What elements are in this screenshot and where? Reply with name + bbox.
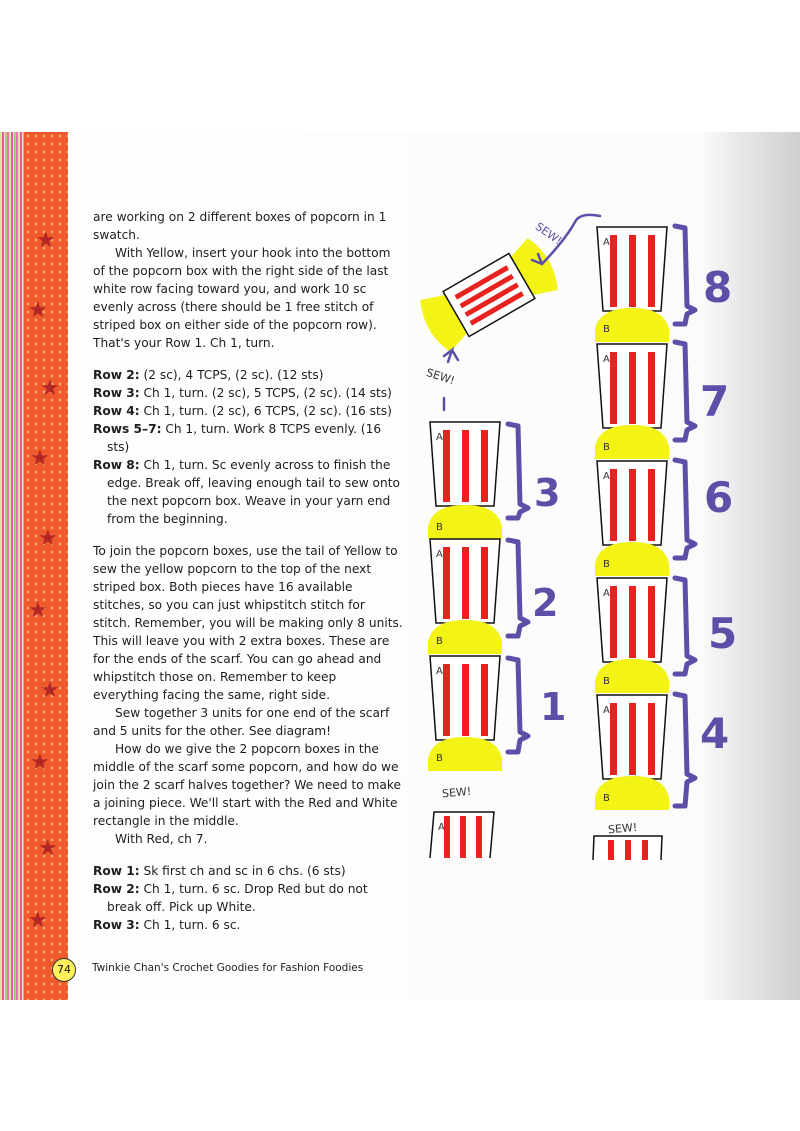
sew-label-left: SEW! — [424, 365, 457, 388]
label-a: A — [603, 588, 610, 599]
row-label: Row 1: — [93, 864, 140, 878]
pattern-row — [93, 402, 403, 420]
page-edge-stripes — [0, 132, 24, 1000]
row-text: Ch 1, turn. 6 sc. Drop Red but do not break off. Pick up White. — [107, 882, 368, 914]
pattern-row — [93, 420, 403, 456]
star-icon: ★ — [38, 526, 58, 551]
row-text: Ch 1, turn. 6 sc. — [139, 918, 241, 932]
unit-bracket — [508, 658, 528, 752]
star-icon: ★ — [28, 298, 48, 323]
sew-label: SEW! — [607, 820, 638, 837]
label-b: B — [436, 636, 443, 647]
pattern-row — [93, 862, 403, 880]
row-text: Ch 1, turn. (2 sc), 5 TCPS, (2 sc). (14 sts) — [139, 386, 392, 400]
label-a: A — [603, 237, 610, 248]
label-a: A — [436, 432, 443, 443]
label-a: A — [603, 471, 610, 482]
paragraph: are working on 2 different boxes of popcorn in 1 swatch. — [93, 210, 387, 242]
label-b: B — [603, 676, 610, 687]
pattern-row — [93, 880, 403, 916]
pattern-row — [93, 916, 403, 934]
star-icon: ★ — [38, 836, 58, 861]
star-icon: ★ — [30, 446, 50, 471]
book-title-footer: Twinkie Chan's Crochet Goodies for Fashion Foodies — [92, 962, 364, 974]
page-number-badge: 74 — [52, 958, 76, 982]
star-icon: ★ — [28, 908, 48, 933]
unit-number: 1 — [540, 685, 567, 729]
paragraph: To join the popcorn boxes, use the tail of Yellow to sew the yellow popcorn to the top of the next striped box. Both pieces have 16 available stitches, so you can just whipstitch stitch for stitch. Remember, you will be making only 8 units. This will leave you with 2 extra boxes. These are for the ends of the scarf. You can go ahead and whipstitch those on. Remember to keep everything facing the same, right side. — [93, 544, 403, 702]
label-a: A — [603, 705, 610, 716]
label-b: B — [603, 324, 610, 335]
right-scarf-column — [593, 226, 737, 860]
star-icon: ★ — [30, 750, 50, 775]
unit-bracket — [675, 578, 695, 674]
unit-number: 8 — [703, 263, 733, 312]
unit-number: 6 — [704, 473, 734, 522]
label-a: A — [603, 354, 610, 365]
unit-number: 5 — [708, 609, 738, 658]
scan-bottom-margin — [0, 1000, 800, 1131]
paragraph: How do we give the 2 popcorn boxes in the middle of the scarf some popcorn, and how do we join the 2 scarf halves together? We need to make a joining piece. We'll start with the Red and White rectangle in the middle. — [93, 742, 401, 828]
sew-label: SEW! — [441, 784, 472, 801]
unit-number: 7 — [700, 377, 730, 426]
label-b: B — [436, 753, 443, 764]
instructions-text — [93, 208, 403, 934]
unit-number: 2 — [532, 581, 559, 625]
row-text: Sk first ch and sc in 6 chs. (6 sts) — [139, 864, 346, 878]
unit-number: 4 — [700, 709, 730, 758]
scarf-assembly-diagram — [400, 200, 800, 880]
left-scarf-column — [428, 422, 566, 858]
label-b: B — [603, 793, 610, 804]
row-label: Row 2: — [93, 882, 140, 896]
row-label: Rows 5–7: — [93, 422, 162, 436]
unit-bracket — [508, 540, 528, 636]
unit-bracket — [675, 342, 695, 440]
pattern-row — [93, 366, 403, 384]
row-text: (2 sc), 4 TCPS, (2 sc). (12 sts) — [139, 368, 324, 382]
row-text: Ch 1, turn. (2 sc), 6 TCPS, (2 sc). (16 sts) — [139, 404, 392, 418]
star-icon: ★ — [36, 228, 56, 253]
joining-piece — [414, 235, 564, 356]
label-b: B — [603, 442, 610, 453]
pattern-row — [93, 456, 403, 528]
label-b: B — [603, 559, 610, 570]
paragraph: With Yellow, insert your hook into the bottom of the popcorn box with the right side of the last white row facing toward you, and work 10 sc evenly across (there should be 1 free stitch of striped box on either side of the popcorn row). That's your Row 1. Ch 1, turn. — [93, 246, 391, 350]
label-a: A — [436, 666, 443, 677]
row-label: Row 4: — [93, 404, 140, 418]
row-label: Row 3: — [93, 918, 140, 932]
unit-bracket — [508, 424, 528, 518]
unit-number: 3 — [534, 471, 561, 515]
label-a: A — [436, 549, 443, 560]
paragraph: Sew together 3 units for one end of the scarf and 5 units for the other. See diagram! — [93, 706, 390, 738]
row-label: Row 2: — [93, 368, 140, 382]
label-b: B — [436, 522, 443, 533]
row-label: Row 3: — [93, 386, 140, 400]
scan-top-margin — [0, 0, 800, 132]
sew-label-top: SEW! — [532, 219, 565, 248]
label-a: A — [438, 822, 445, 833]
paragraph: With Red, ch 7. — [115, 832, 208, 846]
star-icon: ★ — [40, 376, 60, 401]
row-text: Ch 1, turn. Sc evenly across to finish the edge. Break off, leaving enough tail to sew onto the next popcorn box. Weave in your yarn end from the beginning. — [107, 458, 400, 526]
unit-bracket — [675, 694, 695, 806]
star-icon: ★ — [40, 678, 60, 703]
row-text: Ch 1, turn. Work 8 TCPS evenly. (16 sts) — [107, 422, 382, 454]
row-label: Row 8: — [93, 458, 140, 472]
decorative-orange-border — [24, 132, 68, 1000]
unit-bracket — [675, 226, 695, 324]
star-icon: ★ — [28, 598, 48, 623]
unit-bracket — [675, 460, 695, 558]
pattern-row — [93, 384, 403, 402]
